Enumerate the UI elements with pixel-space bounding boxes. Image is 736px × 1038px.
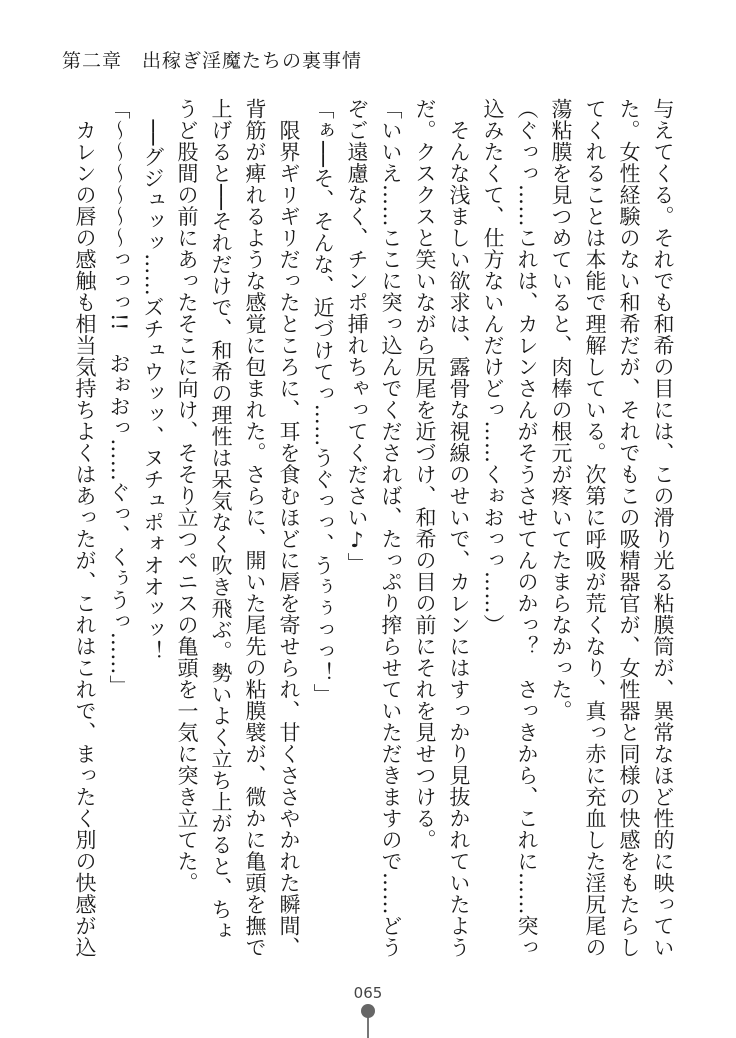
chapter-title: 出稼ぎ淫魔たちの裏事情 (142, 50, 363, 72)
text-column: ──グジュッッ……ズチュウッッ、ヌチュポォオオッッ！ (141, 98, 165, 662)
text-column: カレンの唇の感触も相当気持ちよくはあったが、これはこれで、まったく別の快感が込 (73, 98, 97, 958)
chapter-number: 第二章 (62, 50, 123, 72)
text-column: ぞご遠慮なく、チンポ挿れちゃってください♪」 (345, 98, 369, 574)
body-text (64, 98, 678, 958)
text-column: 蕩粘膜を見つめていると、肉棒の根元が疼いてたまらなかった。 (549, 98, 573, 722)
text-column: うど股間の前にあったそこに向け、そそり立つペニスの亀頭を一気に突き立てた。 (175, 98, 199, 894)
text-column: そんな浅ましい欲求は、露骨な視線のせいで、カレンにはすっかり見抜かれていたよう (447, 98, 471, 958)
text-column: だ。クスクスと笑いながら尻尾を近づけ、和希の目の前にそれを見せつける。 (413, 98, 437, 851)
folio-ornament-dot (361, 1004, 375, 1018)
text-column: てくれることは本能で理解している。次第に呼吸が荒くなり、真っ赤に充血した淫尻尾の (583, 98, 607, 958)
text-column: 限界ギリギリだったところに、耳を食むほどに唇を寄せられ、甘くささやかれた瞬間、 (277, 98, 301, 958)
page-number: 065 (353, 984, 383, 1002)
running-header (62, 46, 362, 73)
text-column: 上げると──それだけで、和希の理性は呆気なく吹き飛ぶ。勢いよく立ち上がると、ちょ (209, 98, 233, 942)
text-column: 背筋が痺れるような感覚に包まれた。さらに、開いた尾先の粘膜襞が、微かに亀頭を撫で (243, 98, 267, 958)
text-column: 与えてくる。それでも和希の目には、この滑り光る粘膜筒が、異常なほど性的に映ってい (651, 98, 675, 958)
text-column: 「～～～～～～っっっ!! おぉおっ……ぐっ、くぅうっ……」 (107, 98, 131, 697)
text-column: （ぐっっ……これは、カレンさんがそうさせてんのかっ？ さっきから、これに……突っ (515, 98, 539, 958)
text-column: 込みたくて、仕方ないんだけどっ……くぉおっっ……） (481, 98, 505, 636)
text-column: 「いいえ……ここに突っ込んでくだされば、たっぷり搾らせていただきますので……どう (379, 98, 403, 958)
text-column: 「ぁ──そ、そんな、近づけてっ……うぐっっ、うぅぅっっ！」 (311, 98, 335, 705)
text-column: た。女性経験のない和希だが、それでもこの吸精器官が、女性器と同様の快感をもたらし (617, 98, 641, 958)
